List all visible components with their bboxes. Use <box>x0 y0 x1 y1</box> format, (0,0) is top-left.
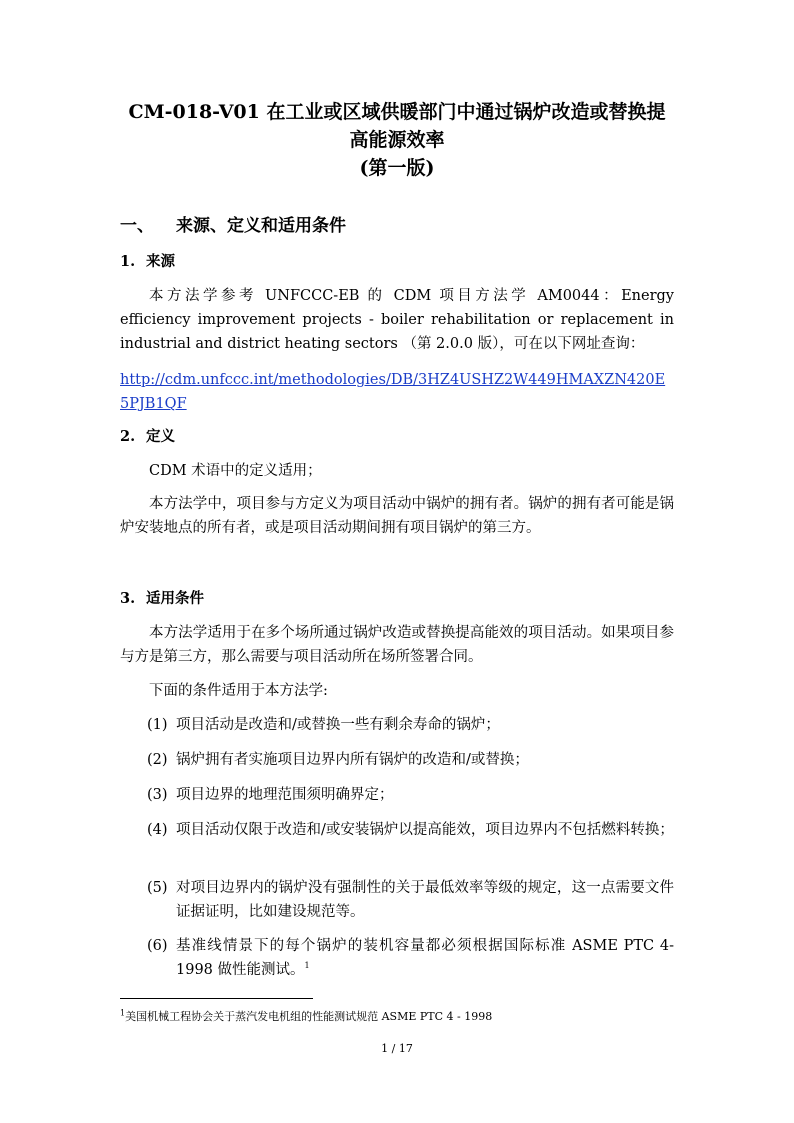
section-title: 来源、定义和适用条件 <box>176 216 346 236</box>
section-number: 一、 <box>120 216 154 236</box>
source-paragraph: 本方法学参考 UNFCCC-EB 的 CDM 项目方法学 AM0044：Energy efficiency improvement projects - boiler rehabilitation or replacement in industrial and district heating sectors （第 2.0.0 版），可在以下网址查询： <box>120 288 674 352</box>
condition-item <box>147 934 674 982</box>
subsection-number: 1. <box>120 253 136 270</box>
subsection-heading-definition <box>120 426 175 448</box>
footnote-text: 美国机械工程协会关于蒸汽发电机组的性能测试规范 ASME PTC 4 - 1998 <box>125 1010 493 1023</box>
condition-text: 锅炉拥有者实施项目边界内所有锅炉的改造和/或替换； <box>176 752 529 768</box>
condition-label: (4) <box>147 822 168 838</box>
applicability-paragraph-2: 下面的条件适用于本方法学: <box>149 683 328 699</box>
source-link-container <box>120 368 674 416</box>
subsection-title: 适用条件 <box>146 590 204 607</box>
page-number: 1 / 17 <box>381 1042 413 1055</box>
subsection-title: 定义 <box>146 428 175 445</box>
applicability-paragraph-1: 本方法学适用于在多个场所通过锅炉改造或替换提高能效的项目活动。如果项目参与方是第三方，那么需要与项目活动所在场所签署合同。 <box>120 625 674 665</box>
document-title <box>100 98 694 182</box>
footnote-separator <box>120 998 313 999</box>
definition-paragraph-2: 本方法学中，项目参与方定义为项目活动中锅炉的拥有者。锅炉的拥有者可能是锅炉安装地点的所有者，或是项目活动期间拥有项目锅炉的第三方。 <box>120 496 674 536</box>
condition-item <box>147 713 674 737</box>
subsection-heading-source <box>120 251 175 273</box>
condition-text: 项目活动仅限于改造和/或安装锅炉以提高能效，项目边界内不包括燃料转换； <box>176 822 674 838</box>
footnote <box>120 1009 492 1025</box>
condition-label: (1) <box>147 717 168 733</box>
section-heading-1 <box>120 214 346 238</box>
condition-label: (5) <box>147 880 168 896</box>
condition-label: (2) <box>147 752 168 768</box>
title-line-1: CM-018-V01 在工业或区域供暖部门中通过锅炉改造或替换提 <box>128 101 666 123</box>
methodology-url-link[interactable]: http://cdm.unfccc.int/methodologies/DB/3HZ4USHZ2W449HMAXZN420E5PJB1QF <box>120 372 666 412</box>
condition-text: 项目边界的地理范围须明确界定； <box>176 787 394 803</box>
condition-label: (6) <box>147 938 168 954</box>
footnote-marker: 1 <box>120 1008 126 1018</box>
footnote-reference[interactable]: 1 <box>304 961 310 971</box>
condition-text: 项目活动是改造和/或替换一些有剩余寿命的锅炉； <box>176 717 500 733</box>
condition-item <box>147 748 674 772</box>
subsection-number: 2. <box>120 428 136 445</box>
subsection-title: 来源 <box>146 253 175 270</box>
condition-text: 基准线情景下的每个锅炉的装机容量都必须根据国际标准 ASME PTC 4-1998 做性能测试。 <box>176 938 674 978</box>
title-line-3: (第一版) <box>359 157 435 179</box>
title-line-2: 高能源效率 <box>349 129 445 151</box>
condition-text: 对项目边界内的锅炉没有强制性的关于最低效率等级的规定，这一点需要文件证据证明，比如建设规范等。 <box>176 880 674 920</box>
condition-item <box>147 783 674 807</box>
condition-label: (3) <box>147 787 168 803</box>
definition-paragraph-1: CDM 术语中的定义适用； <box>149 463 322 479</box>
condition-item <box>147 876 674 924</box>
subsection-number: 3. <box>120 590 136 607</box>
condition-item <box>147 818 674 842</box>
subsection-heading-applicability <box>120 588 204 610</box>
